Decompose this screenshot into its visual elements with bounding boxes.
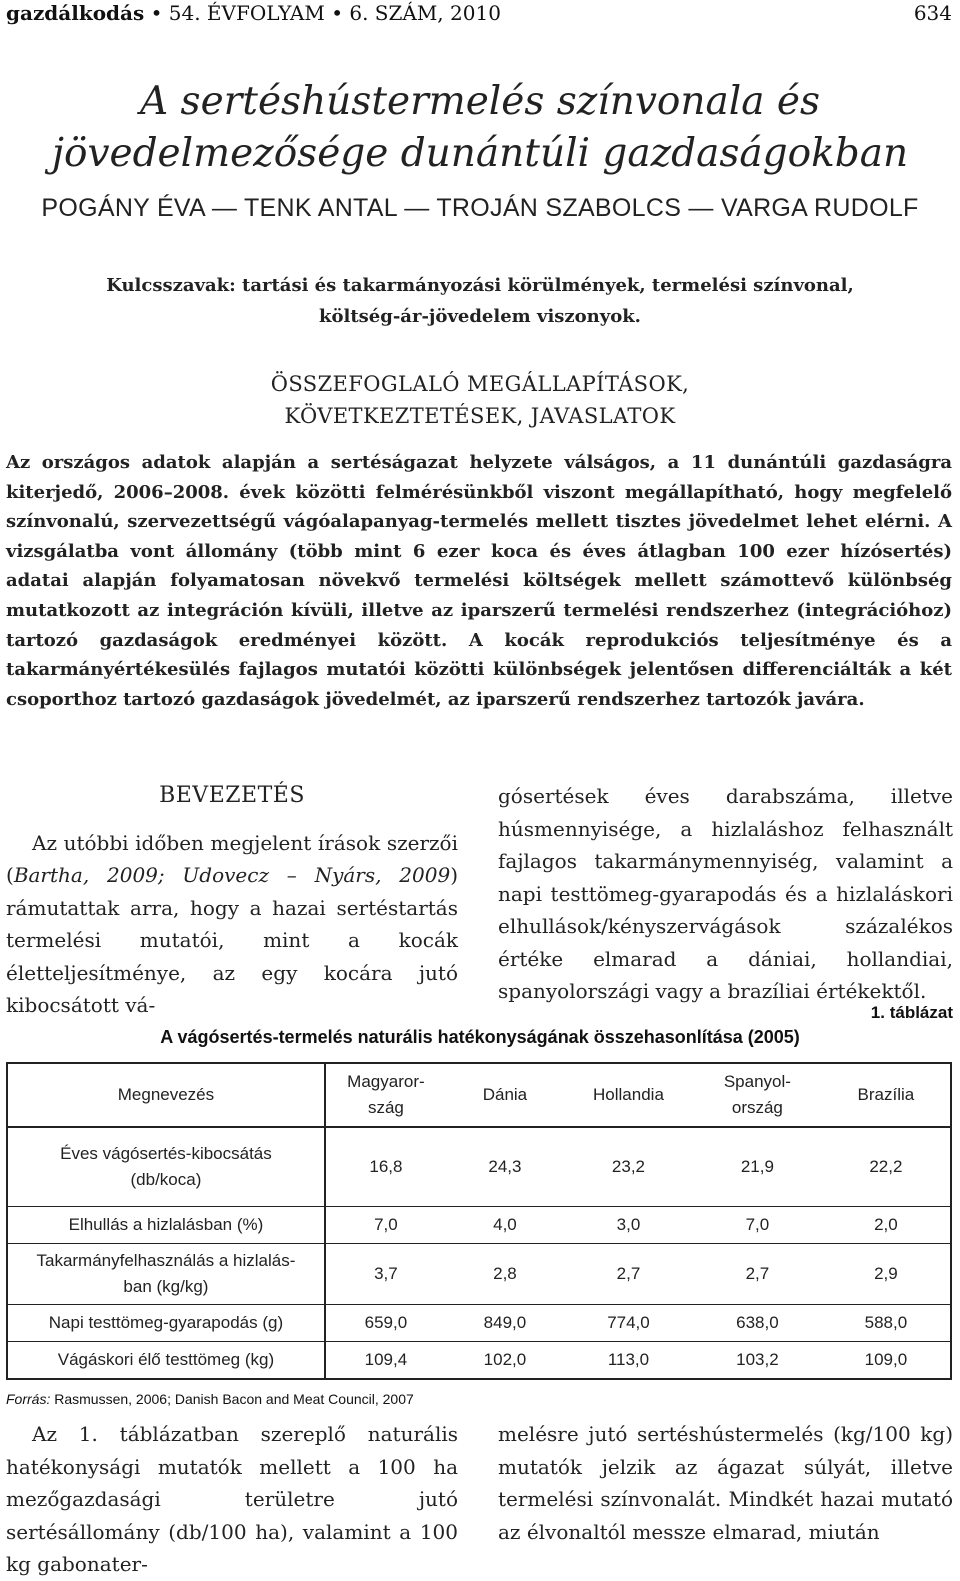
table-cell: 109,4: [364, 1350, 408, 1369]
body-left-column: [6, 1418, 458, 1581]
table-cell: 849,0: [446, 1305, 564, 1342]
table-cell: 109,0: [864, 1350, 908, 1369]
authors: POGÁNY ÉVA — TENK ANTAL — TROJÁN SZABOLCS — VARGA RUDOLF: [41, 194, 919, 222]
table-cell: 588,0: [822, 1305, 951, 1342]
row-label: Éves vágósertés-kibocsátás (db/koca): [7, 1127, 325, 1207]
source-label: Forrás:: [6, 1391, 51, 1407]
table-row: [7, 1244, 951, 1305]
table-cell: 774,0: [564, 1305, 693, 1342]
table-cell: 7,0: [325, 1207, 446, 1244]
comparison-table: [6, 1062, 952, 1380]
header-cell: Magyaror- szág: [325, 1063, 446, 1127]
header-cell: Megnevezés: [7, 1063, 325, 1127]
table-cell: 3,7: [325, 1244, 446, 1305]
citation: Bartha, 2009; Udovecz – Nyárs, 2009: [13, 863, 451, 887]
row-label: Napi testtömeg-gyarapodás (g): [7, 1305, 325, 1342]
keywords-line-2: költség-ár-jövedelem viszonyok.: [319, 306, 641, 327]
table-number: 1. táblázat: [870, 1003, 953, 1022]
table-header-row: [7, 1063, 951, 1127]
table-cell: 7,0: [693, 1207, 822, 1244]
intro-heading: BEVEZETÉS: [159, 783, 305, 808]
table-row: [7, 1207, 951, 1244]
summary-heading-line-2: KÖVETKEZTETÉSEK, JAVASLATOK: [284, 404, 676, 428]
intro-paragraph: Az utóbbi időben megjelent írások szerzői (Bartha, 2009; Udovecz – Nyárs, 2009) rámutattak arra, hogy a hazai sertéstartás termelési mutatói, mint a kocák életteljesítménye, az egy kocára jutó kibocsátott vá-: [6, 830, 458, 1017]
page-number: 634: [913, 1, 952, 25]
title-line-1: A sertéshústermelés színvonala és: [140, 79, 820, 124]
table-cell: 22,2: [822, 1127, 951, 1207]
table-cell: 659,0: [325, 1305, 446, 1342]
table-cell: 16,8: [325, 1127, 446, 1207]
table-caption: A vágósertés-termelés naturális hatékonyságának összehasonlítása (2005): [160, 1027, 800, 1047]
body-paragraph: Az 1. táblázatban szereplő naturális hatékonysági mutatók mellett a 100 ha mezőgazdasági területre jutó sertésállomány (db/100 ha), valamint a 100 kg gabonater-: [6, 1422, 458, 1576]
row-label: Elhullás a hizlalásban (%): [7, 1207, 325, 1244]
keywords-line-1: Kulcsszavak: tartási és takarmányozási körülmények, termelési színvonal,: [106, 275, 854, 296]
row-label: Vágáskori élő testtömeg (kg): [7, 1342, 325, 1380]
table-row: [7, 1127, 951, 1207]
table-cell: 2,8: [446, 1244, 564, 1305]
header-cell: Brazília: [822, 1063, 951, 1127]
source-text: Rasmussen, 2006; Danish Bacon and Meat Council, 2007: [50, 1391, 414, 1407]
table-cell: 103,2: [736, 1350, 779, 1369]
table-cell: 102,0: [483, 1350, 527, 1369]
table-cell: 113,0: [607, 1350, 650, 1369]
intro-right-column: [498, 780, 953, 1008]
intro-paragraph-continued: gósertések éves darabszáma, illetve húsmennyisége, a hizlaláshoz felhasznált fajlagos takarmánymennyiség, valamint a napi testtömeg-gyarapodás és a hizlaláskori elhullások/kényszervágások százalékos értéke elmarad a dániai, hollandiai, spanyolországi vagy a brazíliai értékektől.: [498, 784, 953, 1003]
title-line-2: jövedelmezősége dunántúli gazdaságokban: [51, 131, 909, 176]
table-cell: 2,7: [564, 1244, 693, 1305]
table-cell: 4,0: [446, 1207, 564, 1244]
header-cell: Hollandia: [564, 1063, 693, 1127]
body-paragraph-continued: melésre jutó sertéshústermelés (kg/100 kg) mutatók jelzik az ágazat súlyát, illetve termelési színvonalát. Mindkét hazai mutató az élvonaltól messze elmarad, miután: [498, 1422, 953, 1544]
table-cell: 23,2: [564, 1127, 693, 1207]
summary-heading: [0, 368, 960, 432]
volume: 54. ÉVFOLYAM: [168, 1, 325, 25]
table-row: [7, 1305, 951, 1342]
table-cell: 638,0: [693, 1305, 822, 1342]
table-cell: 2,7: [693, 1244, 822, 1305]
body-right-column: [498, 1418, 953, 1548]
header-cell: Spanyol- ország: [693, 1063, 822, 1127]
issue: 6. SZÁM, 2010: [349, 1, 501, 25]
keywords: [0, 270, 960, 332]
table-cell: 21,9: [693, 1127, 822, 1207]
summary-heading-line-1: ÖSSZEFOGLALÓ MEGÁLLAPÍTÁSOK,: [270, 372, 690, 396]
header-cell: Dánia: [446, 1063, 564, 1127]
table-row: [7, 1342, 951, 1380]
journal-name: gazdálkodás: [6, 1, 145, 25]
article-title: [0, 76, 960, 180]
table-cell: 24,3: [446, 1127, 564, 1207]
running-header: gazdálkodás • 54. ÉVFOLYAM • 6. SZÁM, 2010: [6, 1, 501, 25]
table-cell: 2,0: [822, 1207, 951, 1244]
summary-text: Az országos adatok alapján a sertéságazat helyzete válságos, a 11 dunántúli gazdaságra kiterjedő, 2006–2008. évek közötti felmérésünkből viszont megállapítható, hogy megfelelő színvonalú, szervezettségű vágóalapanyag-termelés mellett tisztes jövedelmet lehet elérni. A vizsgálatba vont állomány (több mint 6 ezer koca és éves átlagban 100 ezer hízósertés) adatai alapján folyamatosan növekvő termelési költségek mellett számottevő különbség mutatkozott az integráción kívüli, illetve az iparszerű termelési rendszerhez (integrációhoz) tartozó gazdaságok eredményei között. A kocák reprodukciós teljesítménye és a takarmányértékesülés fajlagos mutatói közötti különbségek jelentősen differenciálták a két csoporthoz tartozó gazdaságok jövedelmét, az iparszerű rendszerhez tartozók javára.: [6, 452, 952, 710]
intro-left-column: [6, 780, 458, 1022]
table-source: [6, 1391, 414, 1407]
table-cell: 3,0: [564, 1207, 693, 1244]
table-cell: 2,9: [822, 1244, 951, 1305]
row-label: Takarmányfelhasználás a hizlalás- ban (kg/kg): [7, 1244, 325, 1305]
